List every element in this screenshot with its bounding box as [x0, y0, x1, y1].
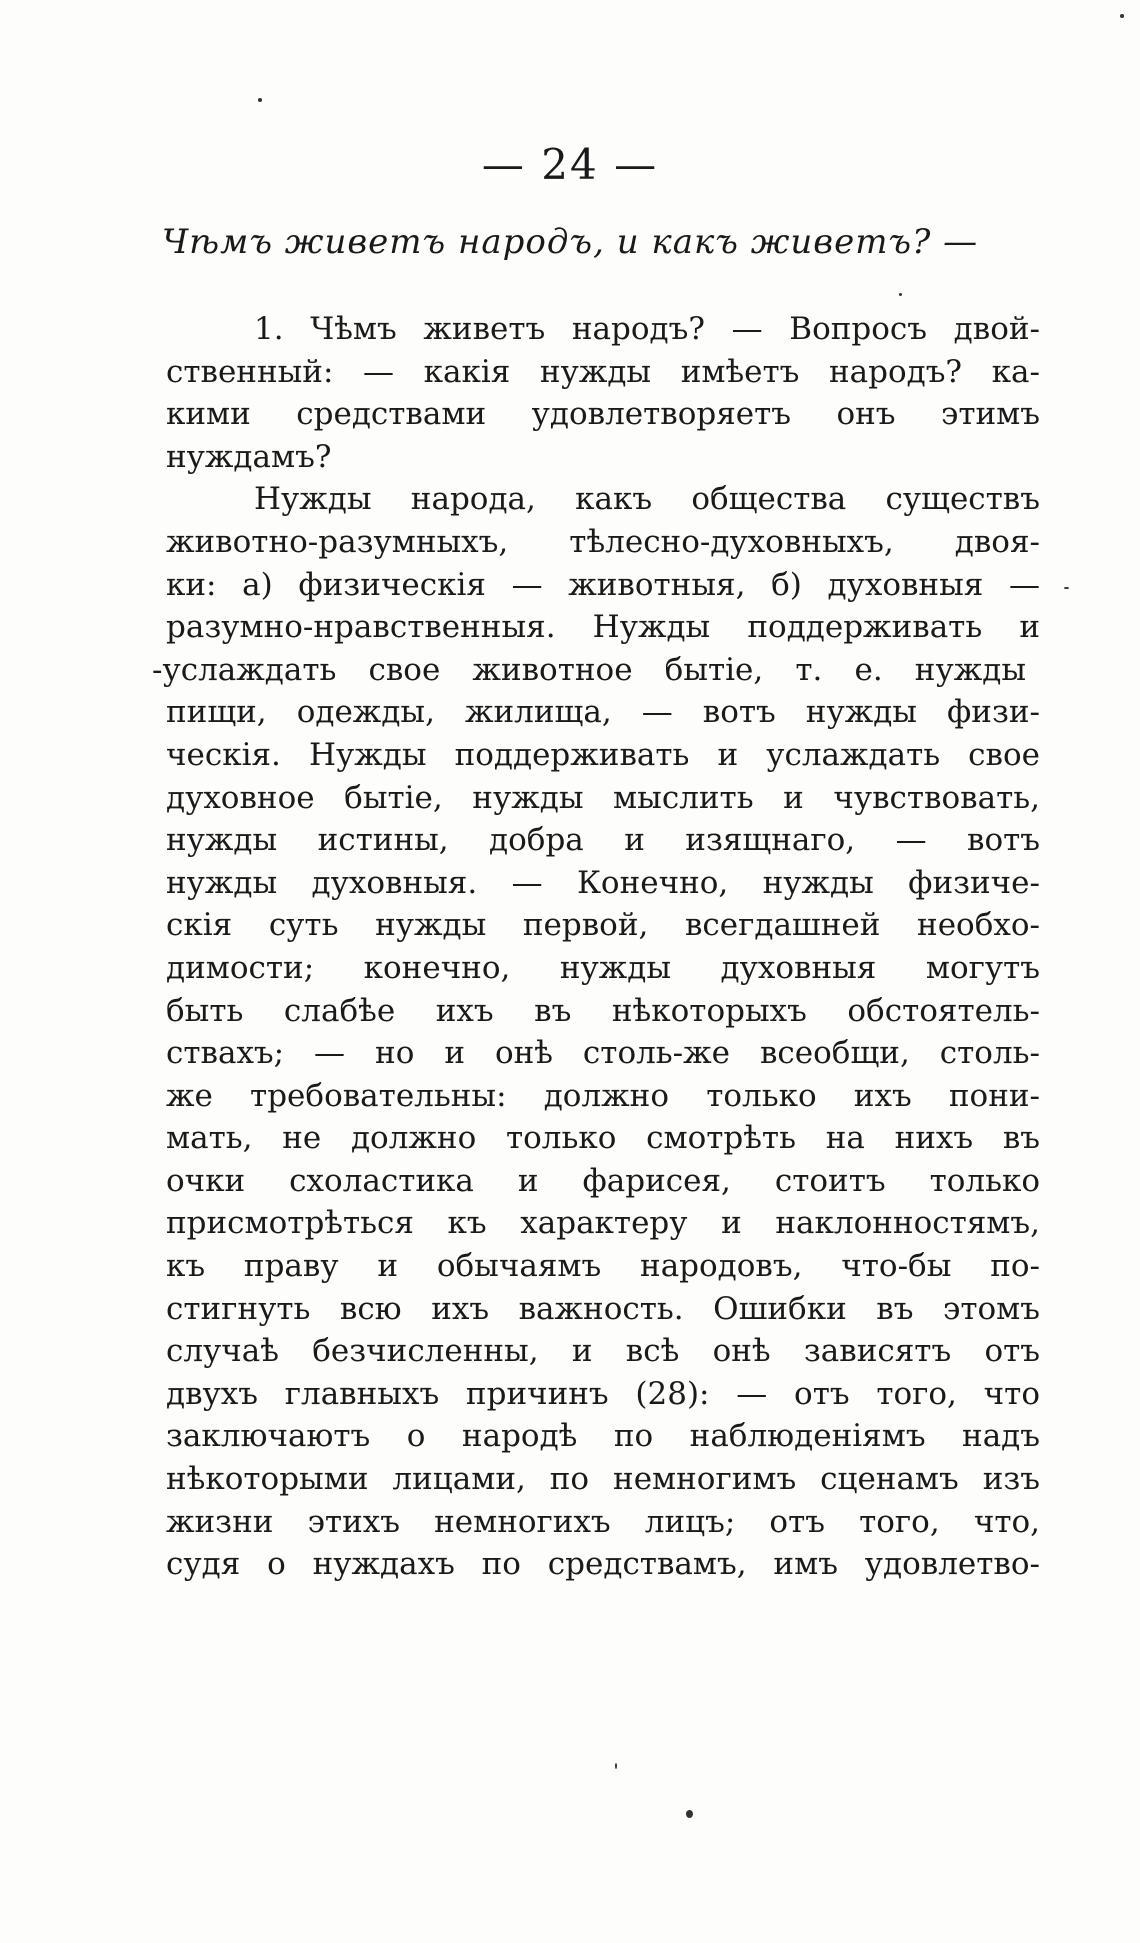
scan-speck — [1120, 14, 1124, 18]
text-line: случаѣ безчисленны, и всѣ онѣ зависятъ отъ — [166, 1333, 1040, 1370]
text-line: ки: а) физическія — животныя, б) духовныя — — [166, 566, 1040, 603]
text-line: жизни этихъ немногихъ лицъ; отъ того, что, — [166, 1503, 1040, 1540]
text-line: животно-разумныхъ, тѣлесно-духовныхъ, двоя- — [166, 523, 1040, 560]
text-line: кими средствами удовлетворяетъ онъ этимъ — [166, 396, 1040, 433]
text-line: нужды духовныя. — Конечно, нужды физиче- — [166, 864, 1040, 901]
text-line: стигнуть всю ихъ важность. Ошибки въ этомъ — [166, 1290, 1040, 1327]
text-line: димости; конечно, нужды духовныя могутъ — [166, 949, 1040, 986]
scan-speck — [615, 1763, 617, 1769]
text-line: ческія. Нужды поддерживать и услаждать свое — [166, 736, 1040, 773]
text-line: нужды истины, добра и изящнаго, — вотъ — [166, 822, 1040, 859]
text-line: къ праву и обычаямъ народовъ, что-бы по- — [166, 1248, 1040, 1285]
text-line: очки схоластика и фарисея, стоитъ только — [166, 1162, 1040, 1199]
text-line: духовное бытіе, нужды мыслить и чувствовать, — [166, 779, 1040, 816]
text-line: судя о нуждахъ по средствамъ, имъ удовлетво- — [166, 1546, 1040, 1583]
text-line: 1. Чѣмъ живетъ народъ? — Вопросъ двой- — [254, 311, 1040, 347]
scan-speck — [899, 293, 902, 296]
section-heading: Чѣмъ живетъ народъ, и какъ живетъ? — — [161, 222, 979, 262]
text-line: Нужды народа, какъ общества существъ — [254, 481, 1040, 518]
scan-speck — [1064, 587, 1069, 589]
text-line: заключаютъ о народѣ по наблюденіямъ надъ — [166, 1418, 1040, 1455]
text-line: -услаждать свое животное бытіе, т. е. нужды — [152, 651, 1026, 688]
text-line: пищи, одежды, жилища, — вотъ нужды физи- — [166, 694, 1040, 731]
text-line: разумно-нравственныя. Нужды поддерживать и — [166, 609, 1040, 646]
text-line: двухъ главныхъ причинъ (28): — отъ того, что — [166, 1375, 1040, 1412]
text-line: нѣкоторыми лицами, по немногимъ сценамъ изъ — [166, 1461, 1040, 1498]
scan-speck — [686, 1810, 693, 1818]
text-line: нуждамъ? — [166, 438, 332, 475]
text-line: ственный: — какія нужды имѣетъ народъ? ка- — [166, 353, 1040, 390]
text-line: присмотрѣться къ характеру и наклонностямъ, — [166, 1205, 1040, 1242]
page-number: — 24 — — [481, 140, 659, 189]
text-line: же требовательны: должно только ихъ пони- — [166, 1077, 1040, 1114]
text-line: мать, не должно только смотрѣть на нихъ въ — [166, 1120, 1040, 1157]
scan-speck — [258, 98, 262, 102]
text-line: быть слабѣе ихъ въ нѣкоторыхъ обстоятель- — [166, 992, 1040, 1029]
text-line: ствахъ; — но и онѣ столь-же всеобщи, столь- — [166, 1035, 1040, 1072]
body-text — [152, 308, 1040, 1586]
text-line: скія суть нужды первой, всегдашней необхо- — [166, 907, 1040, 944]
